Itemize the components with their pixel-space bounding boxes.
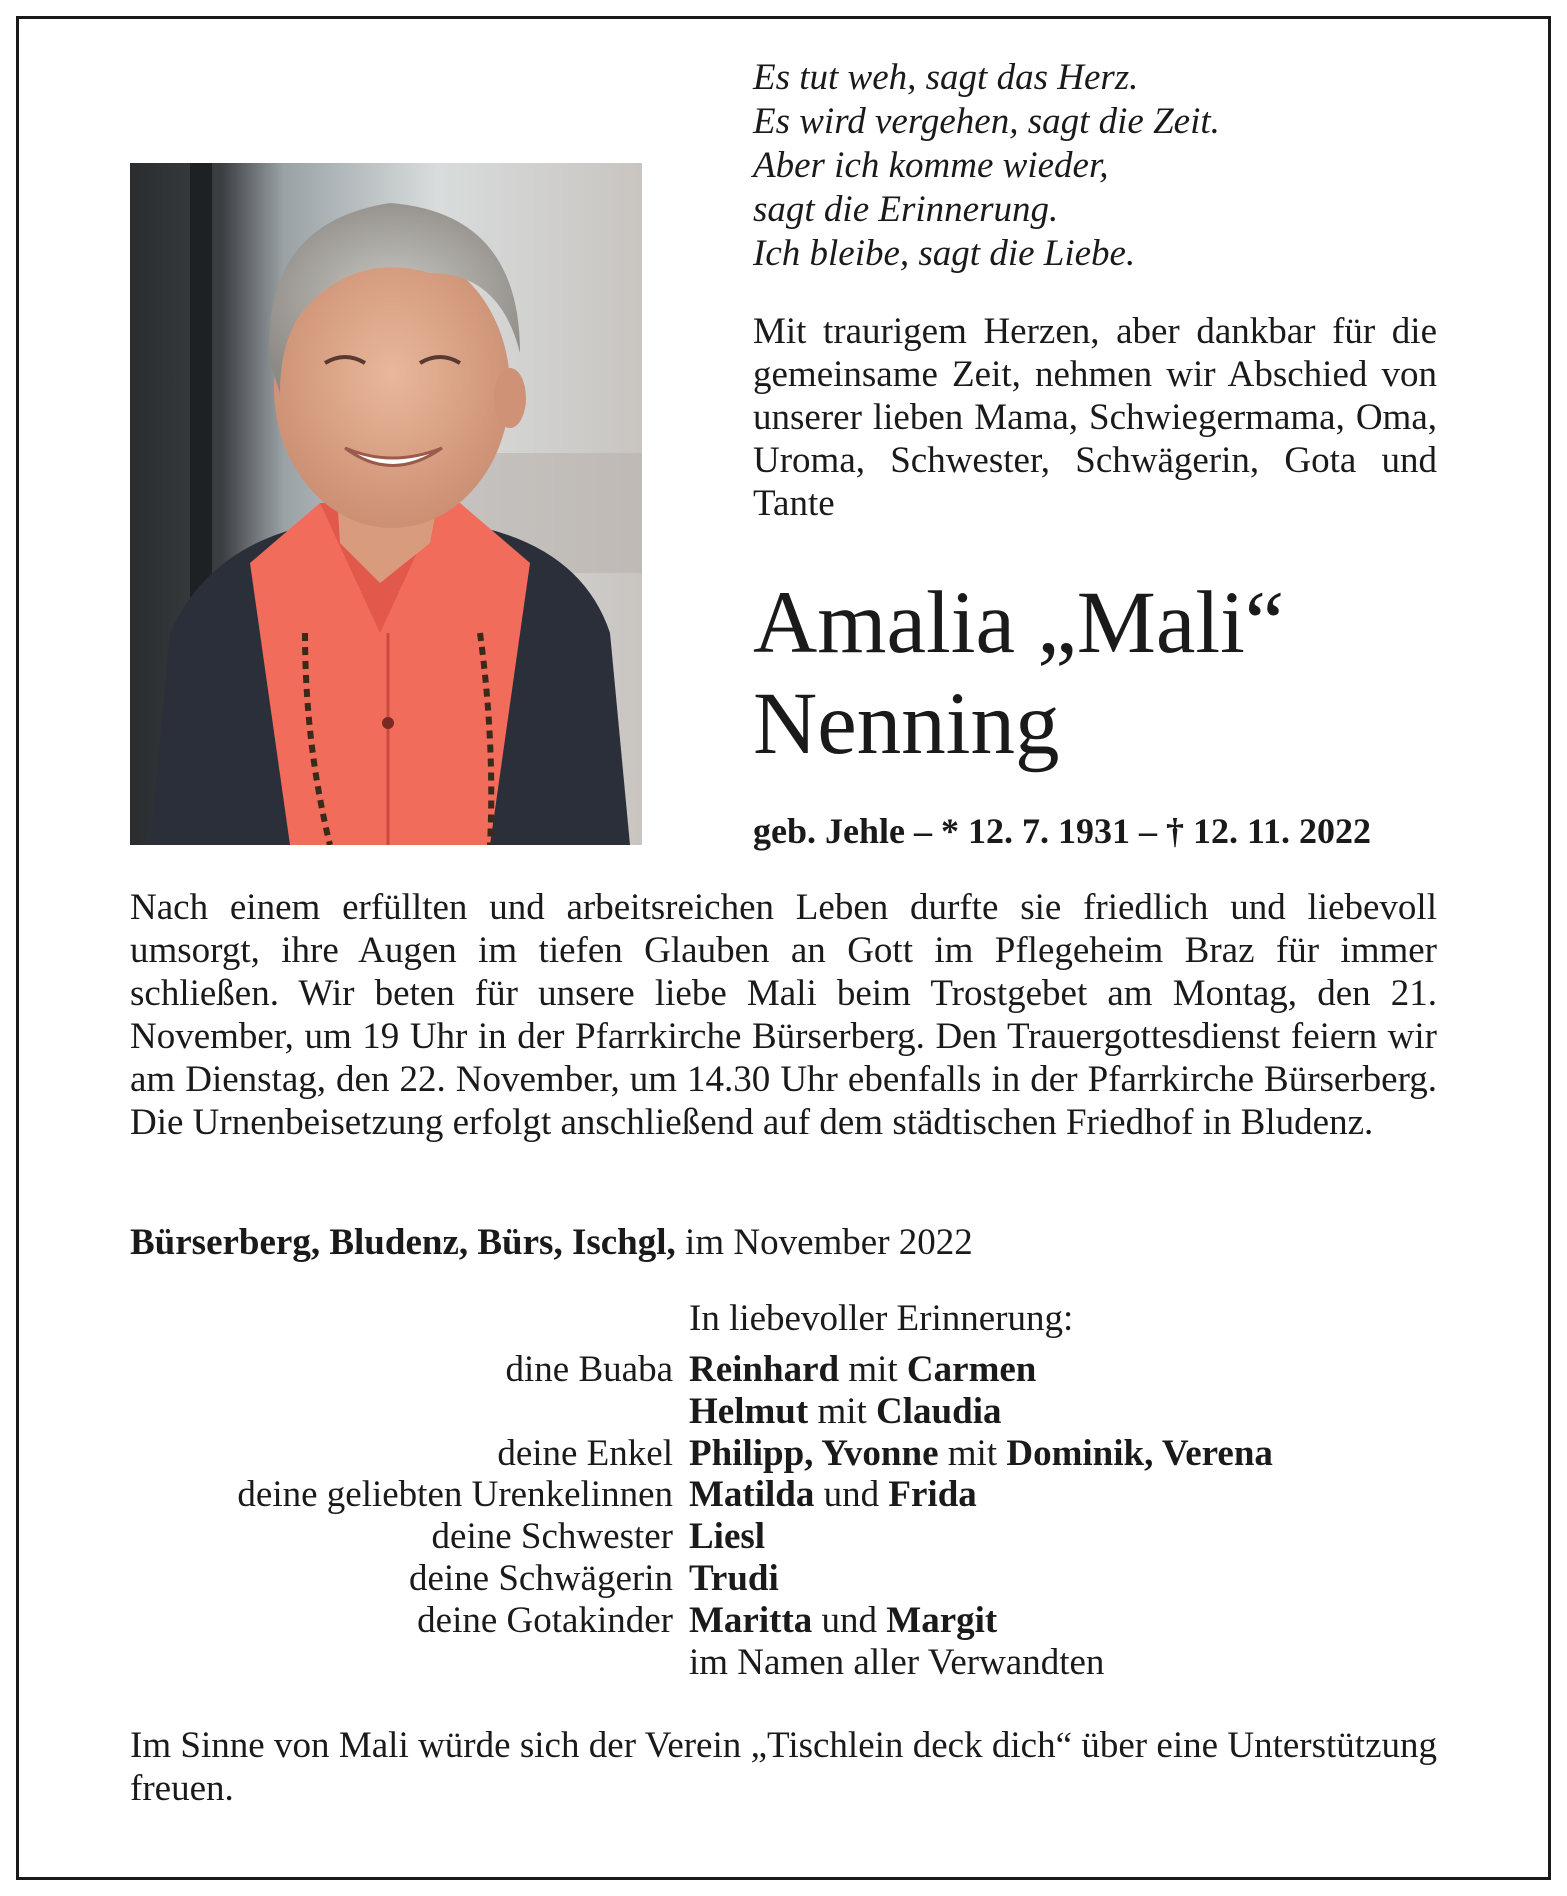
mourner-row [130,1433,1460,1475]
mourner-name: Maritta [689,1599,813,1641]
mourner-role: deine Enkel [497,1432,673,1474]
mourner-role: deine Schwägerin [408,1557,673,1599]
poem-line: Aber ich komme wieder, [753,145,1109,186]
mourner-names [689,1349,1036,1391]
mourner-role: deine geliebten Urenkelinnen [237,1474,673,1516]
deceased-name [753,573,1473,775]
mourner-name: Liesl [689,1516,766,1558]
mourner-name: Dominik, Verena [1006,1432,1273,1474]
mourner-row [130,1391,1460,1433]
mourner-names [689,1433,1273,1475]
mourner-name: Helmut [689,1390,809,1432]
intro-text: Mit traurigem Herzen, aber dankbar für die gemeinsame Zeit, nehmen wir Abschied von unserer lieben Mama, Schwiegermama, Oma, Uroma, Schwester, Schwägerin, Gota und Tante [753,311,1437,524]
closing-text: Im Sinne von Mali würde sich der Verein „Tischlein deck dich“ über eine Unterstützung freuen. [130,1725,1437,1809]
mourner-names [689,1558,779,1600]
mourner-connector: mit [808,1390,877,1432]
mourner-row [130,1349,1460,1391]
mourner-names [689,1600,997,1642]
mourner-connector: im Namen aller Verwandten [689,1641,1105,1683]
towns: Bürserberg, Bludenz, Bürs, Ischgl, [130,1222,676,1263]
mourner-connector: mit [839,1349,907,1390]
mourner-row [130,1474,1460,1516]
mourner-row [130,1558,1460,1600]
obituary-body: Nach einem erfüllten und arbeitsreichen Leben durfte sie friedlich und liebevoll umsorgt, ihre Augen im tiefen Glauben an Gott im Pflegeheim Braz für immer schließen. Wir beten für unsere liebe Mali beim Trostgebet am Montag, den 21. November, um 19 Uhr in der Pfarrkirche Bürserberg. Den Trauergottesdienst feiern wir am Dienstag, den 22. November, um 14.30 Uhr ebenfalls in der Pfarrkirche Bürserberg. Die Urnenbeisetzung erfolgt anschließend auf dem städtischen Friedhof in Bludenz. [130,887,1437,1143]
mourner-names [689,1516,765,1558]
date-text: im November 2022 [675,1222,973,1263]
mourner-name: Carmen [906,1349,1037,1390]
mourner-name: Margit [886,1599,998,1641]
poem [753,56,1453,276]
deceased-name-line2: Nenning [753,675,1060,773]
mourner-names [689,1642,1104,1684]
poem-line: Es tut weh, sagt das Herz. [753,57,1139,98]
mourner-row [130,1516,1460,1558]
poem-line: sagt die Erinnerung. [753,189,1059,230]
mourner-name: Frida [888,1474,977,1516]
mourner-connector: mit [938,1432,1007,1474]
mourner-connector: und [812,1599,887,1641]
mourner-row [130,1600,1460,1642]
mourner-role [130,1391,689,1433]
mourner-connector: und [814,1474,889,1516]
mourner-role: dine Buaba [505,1349,673,1390]
birth-death-dates: geb. Jehle – * 12. 7. 1931 – † 12. 11. 2022 [753,811,1371,851]
memory-heading: In liebevoller Erinnerung: [689,1298,1074,1339]
deceased-name-line1: Amalia „Mali“ [753,574,1285,672]
poem-line: Es wird vergehen, sagt die Zeit. [753,101,1220,142]
mourners-list [130,1349,1460,1683]
mourner-names [689,1474,977,1516]
mourner-names [689,1391,1001,1433]
mourner-name: Reinhard [689,1349,840,1390]
mourner-name: Trudi [689,1557,779,1599]
portrait-illustration [130,163,642,845]
place-and-date [130,1221,1437,1265]
mourner-role: deine Schwester [431,1516,673,1558]
poem-line: Ich bleibe, sagt die Liebe. [753,233,1136,274]
mourner-role: deine Gotakinder [417,1599,673,1641]
mourner-name: Philipp, Yvonne [689,1432,939,1474]
mourner-role [130,1642,689,1684]
mourner-row [130,1642,1460,1684]
mourner-name: Claudia [876,1390,1002,1432]
mourner-name: Matilda [689,1474,815,1516]
portrait-photo [130,163,642,845]
